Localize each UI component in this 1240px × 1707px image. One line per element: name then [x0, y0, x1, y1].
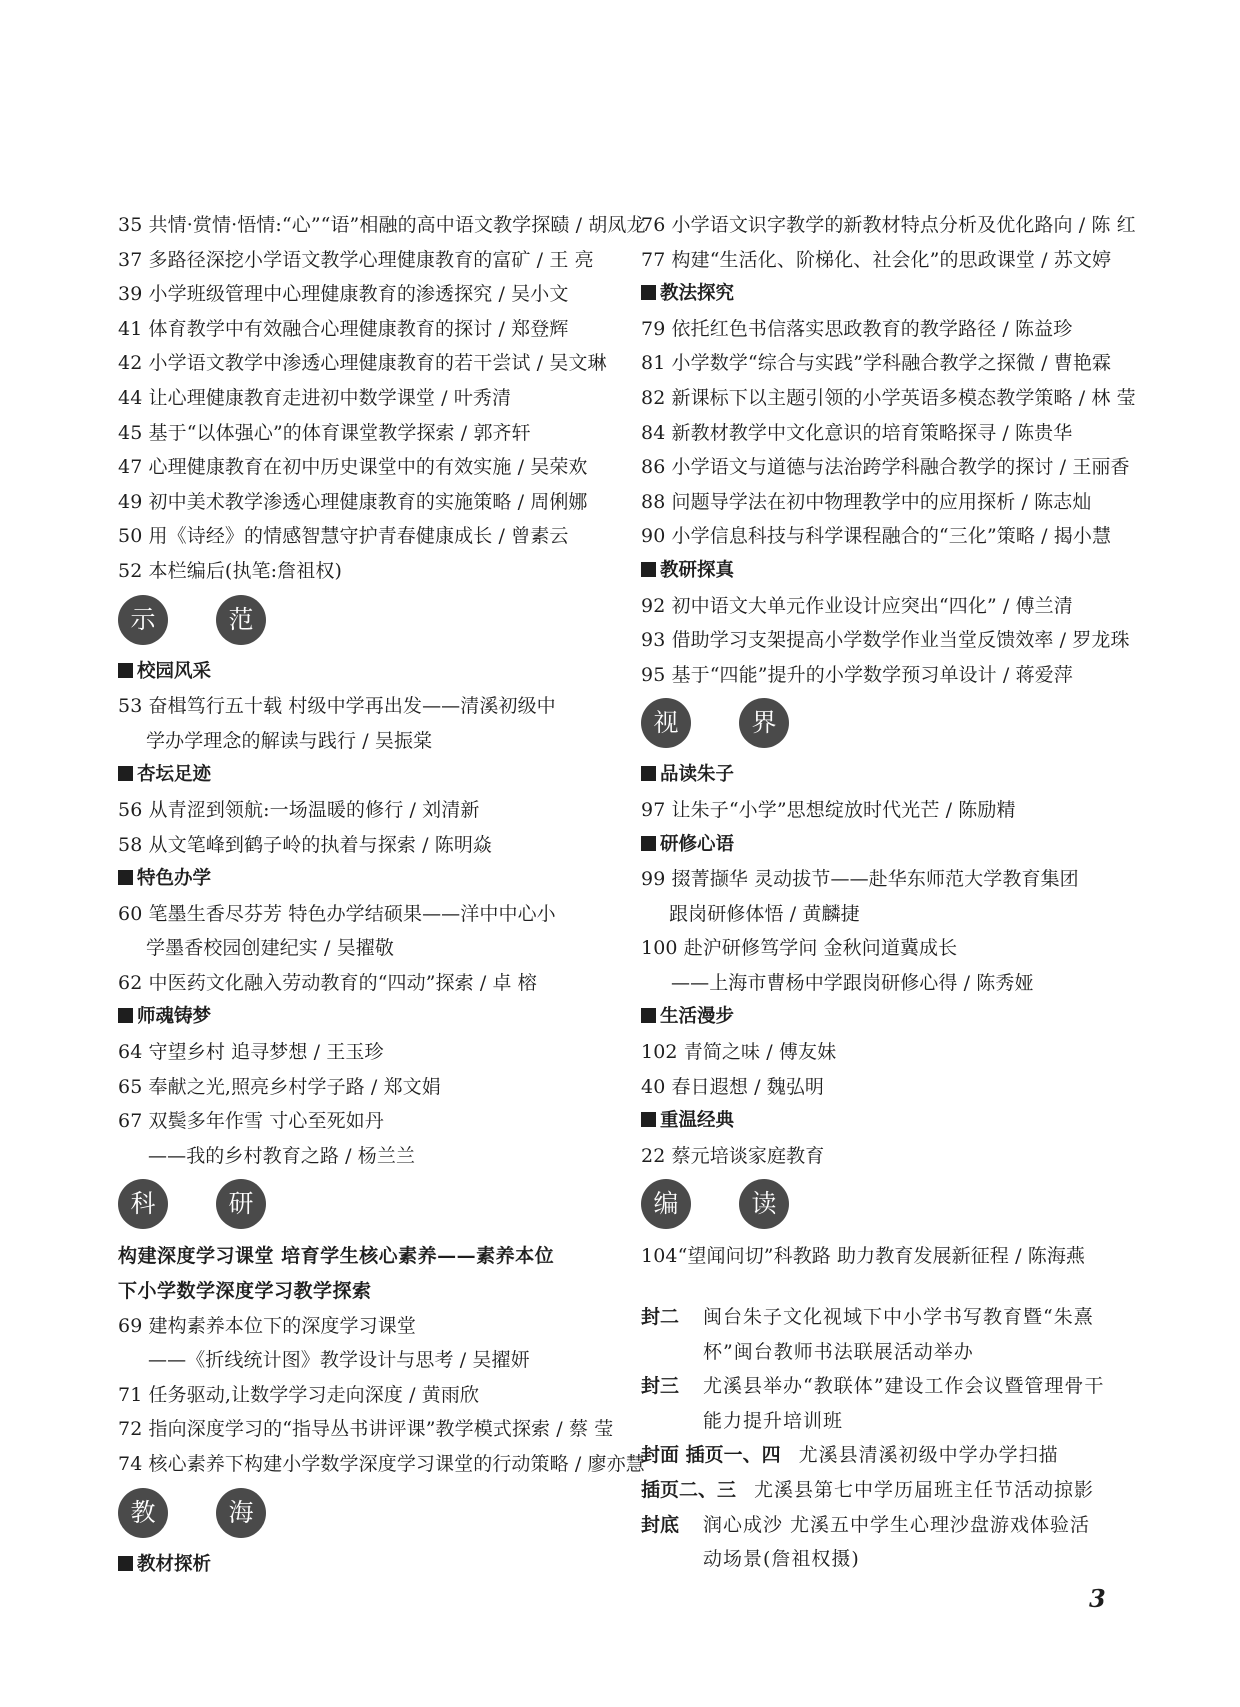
page-ref: 22: [641, 1144, 666, 1167]
article-author: 周俐娜: [530, 490, 588, 513]
page-ref: 37: [118, 248, 143, 271]
cover-label: 封三: [641, 1375, 680, 1398]
article-title: 小学信息科技与科学课程融合的“三化”策略: [671, 525, 1035, 548]
section-circle: 范: [216, 595, 266, 645]
toc-entry[interactable]: 67 双鬓多年作雪 寸心至死如丹 ——我的乡村教育之路 / 杨兰兰: [118, 1110, 416, 1167]
toc-entry[interactable]: 102 青简之味 / 傅友妹: [641, 1041, 837, 1064]
toc-group: [641, 312, 1136, 554]
toc-entry[interactable]: 69 建构素养本位下的深度学习课堂 ——《折线统计图》教学设计与思考 / 吴擢妍: [118, 1314, 530, 1372]
cover-label: 封底: [641, 1513, 680, 1536]
toc-group: [118, 1035, 608, 1104]
page-ref: 41: [118, 317, 143, 340]
page-ref: 81: [641, 352, 666, 375]
toc-entry[interactable]: 93 借助学习支架提高小学数学作业当堂反馈效率 / 罗龙珠: [641, 629, 1130, 652]
article-author: 蔡 莹: [568, 1418, 614, 1441]
page-ref: 72: [118, 1418, 143, 1441]
toc-entry[interactable]: 72 指向深度学习的“指导丛书讲评课”教学模式探索 / 蔡 莹: [118, 1418, 614, 1441]
square-bullet-icon: [118, 766, 133, 781]
section-circle: 示: [118, 595, 168, 645]
section-header-jiaohai: [118, 1488, 608, 1544]
toc-entry[interactable]: 60 笔墨生香尽芬芳 特色办学结硕果——洋中中心小 学墨香校园创建纪实 / 吴擢敬: [118, 902, 556, 960]
section-circle: 视: [641, 698, 691, 748]
page-ref: 90: [641, 525, 666, 548]
article-title: 用《诗经》的情感智慧守护青春健康成长: [148, 525, 493, 548]
article-title: 基于“四能”提升的小学数学预习单设计: [671, 663, 997, 686]
page-ref: 56: [118, 798, 143, 821]
toc-entry[interactable]: 49 初中美术教学渗透心理健康教育的实施策略 / 周俐娜: [118, 490, 588, 513]
article-title: 共情·赏情·悟情:“心”“语”相融的高中语文教学探赜: [148, 214, 570, 236]
article-title: 从文笔峰到鹤子岭的执着与探索: [148, 833, 416, 856]
article-title: 构建“生活化、阶梯化、社会化”的思政课堂: [671, 248, 1035, 271]
article-author: 廖亦慧: [587, 1453, 645, 1475]
article-author: 吴小文: [511, 283, 569, 306]
page-ref: 65: [118, 1075, 143, 1098]
toc-entry[interactable]: 47 心理健康教育在初中历史课堂中的有效实施 / 吴荣欢: [118, 456, 588, 479]
square-bullet-icon: [641, 836, 656, 851]
toc-entry[interactable]: 56 从青涩到领航:一场温暖的修行 / 刘清新: [118, 798, 480, 821]
page-ref: 97: [641, 798, 666, 821]
toc-entry[interactable]: 74 核心素养下构建小学数学深度学习课堂的行动策略 / 廖亦慧: [118, 1453, 645, 1475]
article-title: 守望乡村 追寻梦想: [148, 1041, 308, 1064]
toc-entry[interactable]: 35 共情·赏情·悟情:“心”“语”相融的高中语文教学探赜 / 胡凤龙: [118, 214, 646, 236]
subsection-heading: 品读朱子: [641, 758, 1131, 793]
article-author: 王 亮: [549, 248, 594, 271]
page-ref: 77: [641, 248, 666, 271]
page-ref: 74: [118, 1453, 143, 1475]
subsection-heading: 校园风采: [118, 655, 608, 690]
toc-entry[interactable]: 37 多路径深挖小学语文教学心理健康教育的富矿 / 王 亮: [118, 248, 594, 271]
page-ref: 49: [118, 490, 143, 513]
toc-entry[interactable]: 41 体育教学中有效融合心理健康教育的探讨 / 郑登辉: [118, 317, 569, 340]
article-author: 曹艳霖: [1053, 352, 1112, 375]
section-header-shijie: [641, 698, 1131, 754]
toc-entry[interactable]: 97 让朱子“小学”思想绽放时代光芒 / 陈励精: [641, 798, 1016, 821]
cover-text: 润心成沙 尤溪五中学生心理沙盘游戏体验活 动场景(詹祖权摄): [703, 1513, 1091, 1571]
cover-item: [641, 1473, 1131, 1508]
toc-group: [118, 1378, 645, 1482]
article-author: 吴文琳: [549, 352, 607, 375]
article-title: 小学语文识字教学的新教材特点分析及优化路向: [671, 214, 1073, 236]
page-ref: 42: [118, 352, 143, 375]
section-header-shifan: [118, 595, 608, 651]
subsection-heading: 教研探真: [641, 554, 1131, 589]
page-ref: 39: [118, 283, 143, 306]
toc-entry[interactable]: 76 小学语文识字教学的新教材特点分析及优化路向 / 陈 红: [641, 214, 1136, 236]
article-title: 依托红色书信落实思政教育的教学路径: [671, 317, 997, 340]
page-ref: 86: [641, 456, 666, 479]
article-author: 傅友妹: [778, 1041, 837, 1064]
page-ref: 82: [641, 386, 666, 409]
square-bullet-icon: [118, 663, 133, 678]
subsection-heading: 生活漫步: [641, 1000, 1131, 1035]
article-title: 指向深度学习的“指导丛书讲评课”教学模式探索: [148, 1418, 551, 1441]
page-ref: 44: [118, 386, 143, 409]
page-ref: 102: [641, 1041, 678, 1064]
article-author: 黄雨欣: [421, 1383, 480, 1406]
article-author: 陈志灿: [1034, 490, 1092, 513]
toc-entry[interactable]: 81 小学数学“综合与实践”学科融合教学之探微 / 曹艳霖: [641, 352, 1112, 375]
article-title: 初中美术教学渗透心理健康教育的实施策略: [148, 490, 512, 513]
section-circle: 读: [739, 1179, 789, 1229]
toc-entry[interactable]: 84 新教材教学中文化意识的培育策略探寻 / 陈贵华: [641, 421, 1073, 444]
article-title: 春日遐想: [671, 1075, 748, 1098]
page-ref: 50: [118, 525, 143, 548]
section-header-keyan: [118, 1179, 608, 1235]
cover-label: 插页二、三: [641, 1479, 737, 1501]
subsection-heading: 特色办学: [118, 862, 608, 897]
article-title: 奉献之光,照亮乡村学子路: [148, 1075, 365, 1098]
page-ref: 79: [641, 317, 666, 340]
article-title: 小学语文与道德与法治跨学科融合教学的探讨: [671, 456, 1054, 479]
section-circle: 海: [216, 1488, 266, 1538]
page-ref: 95: [641, 663, 666, 686]
page-ref: 40: [641, 1075, 666, 1098]
article-author: 郭齐轩: [473, 421, 531, 444]
page-ref: 58: [118, 833, 143, 856]
cover-credits: [641, 1300, 1131, 1577]
article-title: 小学语文教学中渗透心理健康教育的若干尝试: [148, 352, 531, 375]
square-bullet-icon: [118, 870, 133, 885]
page-ref: 71: [118, 1383, 143, 1406]
article-author: 郑登辉: [511, 317, 569, 340]
page-ref: 64: [118, 1041, 143, 1064]
article-author: 陈贵华: [1015, 421, 1073, 444]
toc-entry[interactable]: [118, 554, 608, 589]
toc-group: [641, 208, 1136, 277]
page-ref: 93: [641, 629, 666, 652]
article-author: 魏弘明: [766, 1075, 825, 1098]
toc-entry[interactable]: 65 奉献之光,照亮乡村学子路 / 郑文娟: [118, 1075, 441, 1098]
page-ref: 88: [641, 490, 666, 513]
cover-text: 尤溪县清溪初级中学办学扫描: [798, 1444, 1059, 1467]
cover-item: [641, 1300, 1131, 1369]
page-ref: 84: [641, 421, 666, 444]
toc-entry[interactable]: 95 基于“四能”提升的小学数学预习单设计 / 蒋爱萍: [641, 663, 1073, 686]
feature-title: 构建深度学习课堂 培育学生核心素养——素养本位 下小学数学深度学习教学探索: [118, 1245, 555, 1303]
toc-entry[interactable]: 64 守望乡村 追寻梦想 / 王玉珍: [118, 1041, 384, 1064]
toc-group: [641, 1035, 1131, 1104]
subsection-heading: 研修心语: [641, 828, 1131, 863]
square-bullet-icon: [641, 1008, 656, 1023]
article-author: 叶秀清: [453, 386, 512, 409]
toc-entry[interactable]: 50 用《诗经》的情感智慧守护青春健康成长 / 曾素云: [118, 525, 569, 548]
article-author: 陈励精: [958, 798, 1016, 821]
section-circle: 教: [118, 1488, 168, 1538]
toc-entry[interactable]: 39 小学班级管理中心理健康教育的渗透探究 / 吴小文: [118, 283, 569, 306]
cover-label: 封面 插页一、四: [641, 1444, 781, 1467]
article-title: 从青涩到领航:一场温暖的修行: [148, 798, 404, 821]
toc-entry[interactable]: 58 从文笔峰到鹤子岭的执着与探索 / 陈明焱: [118, 833, 493, 856]
article-title: 小学数学“综合与实践”学科融合教学之探微: [671, 352, 1035, 375]
subsection-heading: 师魂铸梦: [118, 1000, 608, 1035]
article-author: 陈 红: [1091, 214, 1136, 236]
section-circle: 界: [739, 698, 789, 748]
toc-group: [641, 793, 1131, 828]
toc-entry[interactable]: 90 小学信息科技与科学课程融合的“三化”策略 / 揭小慧: [641, 525, 1112, 548]
article-title: 初中语文大单元作业设计应突出“四化”: [671, 594, 997, 617]
toc-group-psych: [118, 208, 646, 589]
cover-text: 尤溪县第七中学历届班主任节活动掠影: [754, 1479, 1095, 1501]
cover-label: 封二: [641, 1306, 680, 1329]
toc-entry[interactable]: 42 小学语文教学中渗透心理健康教育的若干尝试 / 吴文琳: [118, 352, 607, 375]
article-title: 本栏编后(执笔:詹祖权): [148, 559, 342, 582]
article-title: 问题导学法在初中物理教学中的应用探析: [671, 490, 1016, 513]
square-bullet-icon: [118, 1008, 133, 1023]
article-author: 刘清新: [422, 798, 480, 821]
page-ref: 45: [118, 421, 143, 444]
cover-item: [641, 1438, 1131, 1473]
square-bullet-icon: [641, 1112, 656, 1127]
toc-entry[interactable]: 92 初中语文大单元作业设计应突出“四化” / 傅兰清: [641, 594, 1073, 617]
page-ref: 35: [118, 214, 143, 236]
section-circle: 科: [118, 1179, 168, 1229]
article-title: 小学班级管理中心理健康教育的渗透探究: [148, 283, 493, 306]
article-author: 蒋爱萍: [1015, 663, 1073, 686]
right-column: [641, 208, 1136, 1577]
article-author: 林 莹: [1091, 386, 1136, 409]
article-author: 吴荣欢: [530, 456, 588, 479]
subsection-heading: 教法探究: [641, 277, 1131, 312]
toc-entry[interactable]: 44 让心理健康教育走进初中数学课堂 / 叶秀清: [118, 386, 512, 409]
square-bullet-icon: [118, 1556, 133, 1571]
article-title: 青简之味: [683, 1041, 761, 1064]
article-title: 借助学习支架提高小学数学作业当堂反馈效率: [671, 629, 1054, 652]
toc-group: [118, 793, 608, 862]
subsection-heading: 重温经典: [641, 1104, 1131, 1139]
article-author: 揭小慧: [1053, 525, 1112, 548]
cover-text: 闽台朱子文化视域下中小学书写教育暨“朱熹 杯”闽台教师书法联展活动举办: [703, 1306, 1094, 1363]
toc-group: [641, 1139, 1131, 1174]
page-ref: 92: [641, 594, 666, 617]
article-title: 心理健康教育在初中历史课堂中的有效实施: [148, 456, 512, 479]
article-author: 苏文婷: [1053, 248, 1112, 271]
article-title: 让朱子“小学”思想绽放时代光芒: [671, 798, 940, 821]
toc-entry[interactable]: 86 小学语文与道德与法治跨学科融合教学的探讨 / 王丽香: [641, 456, 1130, 479]
subsection-heading: 教材探析: [118, 1548, 608, 1583]
page-number: 3: [1089, 1584, 1106, 1613]
left-column: [118, 208, 646, 1582]
article-title: 核心素养下构建小学数学深度学习课堂的行动策略: [148, 1453, 569, 1475]
toc-entry[interactable]: 104“望闻问切”科教路 助力教育发展新征程 / 陈海燕: [641, 1245, 1086, 1268]
cover-item: [641, 1369, 1131, 1438]
toc-group: [641, 589, 1131, 693]
article-title: 新教材教学中文化意识的培育策略探寻: [671, 421, 997, 444]
section-header-biandu: [641, 1179, 1131, 1235]
article-author: 郑文娟: [383, 1075, 441, 1098]
page-ref: 47: [118, 456, 143, 479]
toc-entry[interactable]: 40 春日遐想 / 魏弘明: [641, 1075, 825, 1098]
square-bullet-icon: [641, 285, 656, 300]
article-author: 王丽香: [1072, 456, 1130, 479]
toc-entry[interactable]: 77 构建“生活化、阶梯化、社会化”的思政课堂 / 苏文婷: [641, 248, 1112, 271]
article-author: 胡凤龙: [588, 214, 646, 236]
toc-entry[interactable]: 62 中医药文化融入劳动教育的“四动”探索 / 卓 榕: [118, 971, 537, 994]
square-bullet-icon: [641, 766, 656, 781]
article-title: 让心理健康教育走进初中数学课堂: [148, 386, 436, 409]
toc-entry[interactable]: 45 基于“以体强心”的体育课堂教学探索 / 郭齐轩: [118, 421, 531, 444]
article-title: 多路径深挖小学语文教学心理健康教育的富矿: [148, 248, 531, 271]
toc-entry[interactable]: 79 依托红色书信落实思政教育的教学路径 / 陈益珍: [641, 317, 1073, 340]
toc-entry[interactable]: 53 奋楫笃行五十载 村级中学再出发——清溪初级中 学办学理念的解读与践行 / 吴振棠: [118, 695, 556, 752]
section-circle: 研: [216, 1179, 266, 1229]
article-author: 陈明焱: [434, 833, 493, 856]
article-title: 新课标下以主题引领的小学英语多模态教学策略: [671, 386, 1073, 409]
square-bullet-icon: [641, 562, 656, 577]
article-title: 任务驱动,让数学学习走向深度: [148, 1383, 403, 1406]
article-author: 曾素云: [511, 525, 569, 548]
page-ref: 52: [118, 559, 143, 582]
cover-text: 尤溪县举办“教联体”建设工作会议暨管理骨干 能力提升培训班: [703, 1375, 1105, 1432]
toc-entry[interactable]: 88 问题导学法在初中物理教学中的应用探析 / 陈志灿: [641, 490, 1092, 513]
article-author: 傅兰清: [1015, 594, 1073, 617]
toc-entry[interactable]: 71 任务驱动,让数学学习走向深度 / 黄雨欣: [118, 1383, 480, 1406]
article-author: 罗龙珠: [1072, 629, 1130, 652]
article-title: 体育教学中有效融合心理健康教育的探讨: [148, 317, 493, 340]
article-title: 基于“以体强心”的体育课堂教学探索: [148, 421, 455, 444]
toc-entry[interactable]: 99 掇菁撷华 灵动拔节——赴华东师范大学教育集团 跟岗研修体悟 / 黄麟捷: [641, 868, 1079, 925]
article-title: 蔡元培谈家庭教育: [671, 1144, 825, 1167]
page-ref: 76: [641, 214, 666, 236]
article-author: 王玉珍: [326, 1041, 384, 1064]
toc-entry[interactable]: 82 新课标下以主题引领的小学英语多模态教学策略 / 林 莹: [641, 386, 1136, 409]
article-author: 陈益珍: [1015, 317, 1073, 340]
toc-entry[interactable]: 100 赴沪研修笃学问 金秋问道冀成长 ——上海市曹杨中学跟岗研修心得 / 陈秀娅: [641, 937, 1034, 994]
cover-item: [641, 1508, 1131, 1577]
subsection-heading: 杏坛足迹: [118, 758, 608, 793]
section-circle: 编: [641, 1179, 691, 1229]
toc-entry[interactable]: [641, 1139, 1131, 1174]
